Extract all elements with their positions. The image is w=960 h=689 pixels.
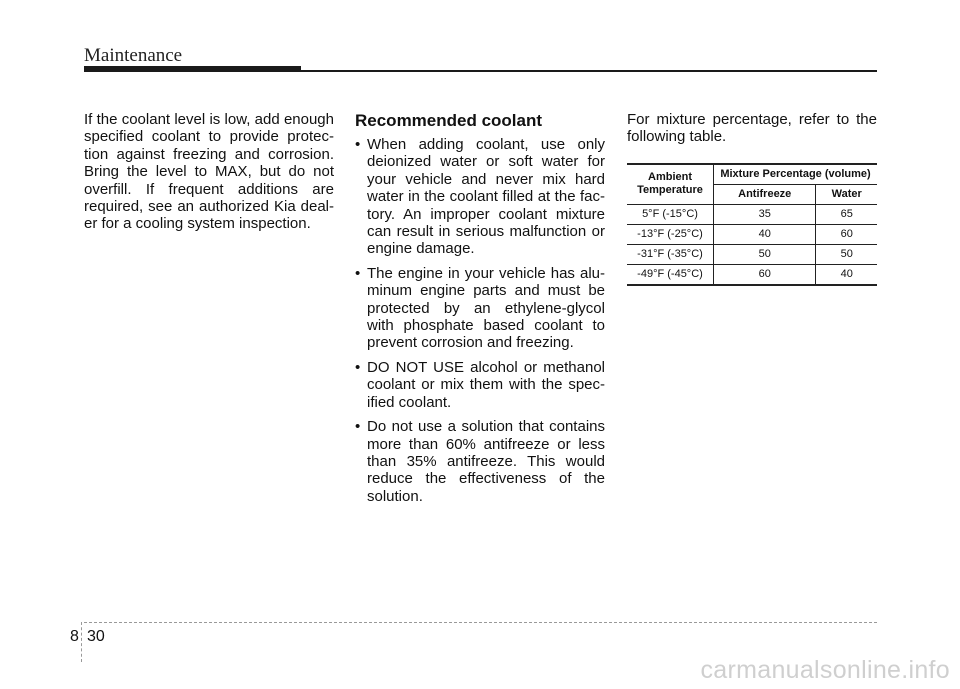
cell-temperature: -13°F (-25°C): [627, 224, 714, 244]
bullet-item: • Do not use a solution that contains more than 60% antifreeze or less than 35% antifreeze. This would reduce the effectiveness of the solution.: [355, 418, 605, 505]
header-rule-thick: [84, 66, 301, 72]
page-header-title: Maintenance: [84, 45, 183, 66]
column-middle: [355, 111, 605, 512]
bullet-item: • The engine in your vehicle has alu-minum engine parts and must be protected by an ethylene-glycol with phosphate based coolant to prevent corrosion and freezing.: [355, 265, 605, 352]
cell-water: 60: [816, 224, 877, 244]
cell-water: 50: [816, 244, 877, 264]
table-row: [627, 244, 877, 264]
cell-antifreeze: 50: [714, 244, 816, 264]
cell-temperature: -31°F (-35°C): [627, 244, 714, 264]
chapter-number: 8: [70, 628, 79, 645]
bullet-item: • When adding coolant, use only deionized water or soft water for your vehicle and never mix hard water in the coolant filled at the fac-tory. An improper coolant mixture can result in serious malfunction or engine damage.: [355, 136, 605, 258]
coolant-mixture-table: [627, 163, 877, 286]
recommended-coolant-heading: Recommended coolant: [355, 111, 543, 130]
coolant-bullet-list: [355, 136, 605, 505]
header-antifreeze: Antifreeze: [714, 184, 816, 204]
table-row: [627, 224, 877, 244]
watermark: carmanualsonline.info: [700, 656, 950, 684]
table-row: [627, 204, 877, 224]
table-row: [627, 264, 877, 285]
column-right: [627, 111, 877, 286]
cell-temperature: 5°F (-15°C): [627, 204, 714, 224]
footer-dashed-rule: [84, 622, 877, 623]
mixture-intro: For mixture percentage, refer to the following table.: [627, 111, 877, 146]
coolant-level-paragraph: If the coolant level is low, add enough specified coolant to provide protec-tion against freezing and corrosion. Bring the level to MAX, but do not overfill. If frequent additions are required, see an authorized Kia deal-er for a cooling system inspection.: [84, 111, 334, 233]
cell-antifreeze: 40: [714, 224, 816, 244]
cell-water: 40: [816, 264, 877, 285]
header-ambient-temperature: Ambient Temperature: [627, 164, 714, 205]
header-mixture-percentage: Mixture Percentage (volume): [714, 164, 878, 185]
column-left: [84, 111, 334, 233]
bullet-item: • DO NOT USE alcohol or methanol coolant or mix them with the spec-ified coolant.: [355, 359, 605, 411]
cell-antifreeze: 35: [714, 204, 816, 224]
cell-temperature: -49°F (-45°C): [627, 264, 714, 285]
page-number: 30: [87, 628, 105, 645]
header-rule-thin: [301, 70, 877, 72]
page-number-divider: [81, 622, 82, 662]
cell-antifreeze: 60: [714, 264, 816, 285]
cell-water: 65: [816, 204, 877, 224]
header-water: Water: [816, 184, 877, 204]
